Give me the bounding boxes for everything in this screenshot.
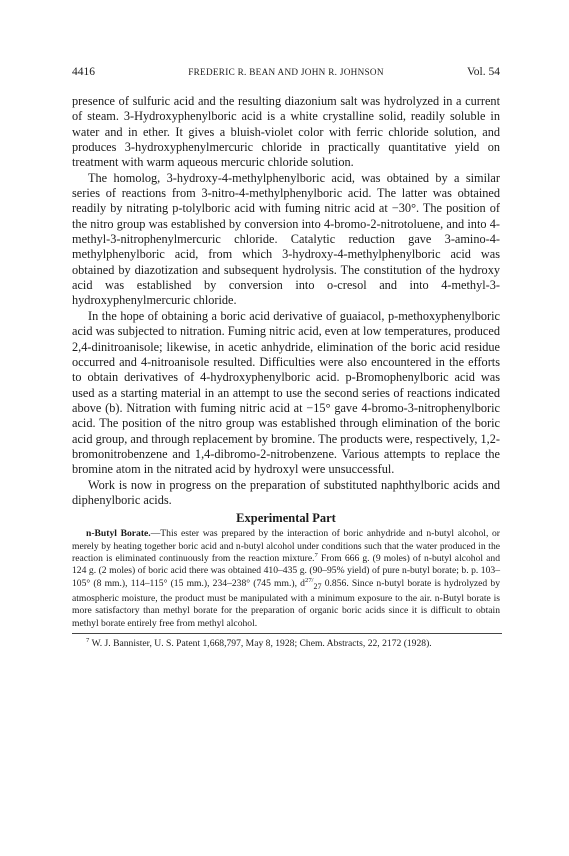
experimental-text-3: 0.856. Since n-butyl borate is hydrolyzed by atmospheric moisture, the product must be manipulated with a minimum exposure to the air. n-Butyl borate is more satisfactory than methyl borate for the preparation of organic boric acids since it is difficult to obtain methyl borate entirely free from methyl alcohol. bbox=[72, 577, 500, 629]
paragraph-continued: presence of sulfuric acid and the resulting diazonium salt was hydrolyzed in a current of steam. 3-Hydroxyphenylboric acid is a white crystalline solid, readily soluble in water and in ether. It gives a bluish-violet color with ferric chloride solution, and produces 3-hydroxyphenylmercuric chloride in practically quantitative yield on treatment with warm aqueous mercuric chloride solution. bbox=[72, 94, 500, 170]
volume-label: Vol. 54 bbox=[466, 66, 500, 78]
experimental-text bbox=[72, 528, 500, 630]
experimental-text-1: —This ester was prepared by the interaction of boric anhydride and n-butyl alcohol, or merely by heating together boric acid and n-butyl alcohol under conditions such that the water produced in the reaction is eliminated continuously from the reaction mixture. bbox=[72, 528, 500, 564]
footnote-rule bbox=[72, 633, 502, 634]
footnote-marker: 7 bbox=[86, 636, 90, 644]
density-superscript: 27 bbox=[304, 576, 312, 584]
footnote-text: W. J. Bannister, U. S. Patent 1,668,797, May 8, 1928; Chem. Abstracts, 22, 2172 (1928). bbox=[89, 637, 432, 649]
paragraph-guaiacol: In the hope of obtaining a boric acid derivative of guaiacol, p-methoxyphenylboric acid was subjected to nitration. Fuming nitric acid, even at low temperatures, produced 2,4-dinitroanisole; likewise, in acetic anhydride, elimination of the boric acid residue occurred and 4-nitroanisole resulted. Difficulties were also encountered in the efforts to obtain derivatives of 4-hydroxyphenylboric acid. p-Bromophenylboric acid was used as a starting material in an attempt to use the second series of reactions indicated above (b). Nitration with fuming nitric acid at −15° gave 4-bromo-3-nitrophenylboric acid. The position of the nitro group was established through elimination of the boric acid group, and through replacement by bromine. The products were, respectively, 1,2-bromonitrobenzene and 1,4-dibromo-2-nitrobenzene. Various attempts to replace the bromine atom in the nitrated acid by hydroxyl were unsuccessful. bbox=[72, 308, 500, 477]
running-header bbox=[72, 66, 500, 82]
paragraph-work-in-progress: Work is now in progress on the preparation of substituted naphthylboric acids and diphenylboric acids. bbox=[72, 477, 500, 507]
running-authors: FREDERIC R. BEAN AND JOHN R. JOHNSON bbox=[188, 67, 384, 77]
footnote-paragraph bbox=[72, 638, 500, 650]
article-body bbox=[72, 94, 500, 650]
page-number: 4416 bbox=[72, 66, 95, 78]
paragraph-homolog: The homolog, 3-hydroxy-4-methylphenylboric acid, was obtained by a similar series of reactions from 3-nitro-4-methylphenylboric acid. The latter was obtained readily by nitrating p-tolylboric acid with fuming nitric acid at −30°. The position of the nitro group was established by conversion into 4-bromo-2-nitrotoluene, and into 4-methyl-3-nitrophenylmercuric chloride. Catalytic reduction gave 3-amino-4-methylphenylboric acid, from which 3-hydroxy-4-methylphenylboric acid was obtained by diazotization and subsequent hydrolysis. The constitution of the hydroxy acid was established by conversion into o-cresol and into 4-methyl-3-hydroxyphenylmercuric chloride. bbox=[72, 170, 500, 308]
run-in-heading: n-Butyl Borate. bbox=[86, 528, 151, 540]
footnote bbox=[72, 638, 500, 650]
density-subscript: 27 bbox=[313, 581, 322, 591]
section-heading: Experimental Part bbox=[236, 511, 336, 526]
experimental-text-2: From 666 g. (9 moles) of n-butyl alcohol and 124 g. (2 moles) of boric acid there was obtained 410–435 g. (90–95% yield) of pure n-butyl borate; b. p. 103–105° (8 mm.), 114–115° (15 mm.), 234–238° (745 mm.), d bbox=[72, 552, 500, 589]
footnote-reference: 7 bbox=[314, 551, 318, 559]
density-slash: / bbox=[311, 576, 314, 584]
experimental-paragraph bbox=[72, 528, 500, 630]
